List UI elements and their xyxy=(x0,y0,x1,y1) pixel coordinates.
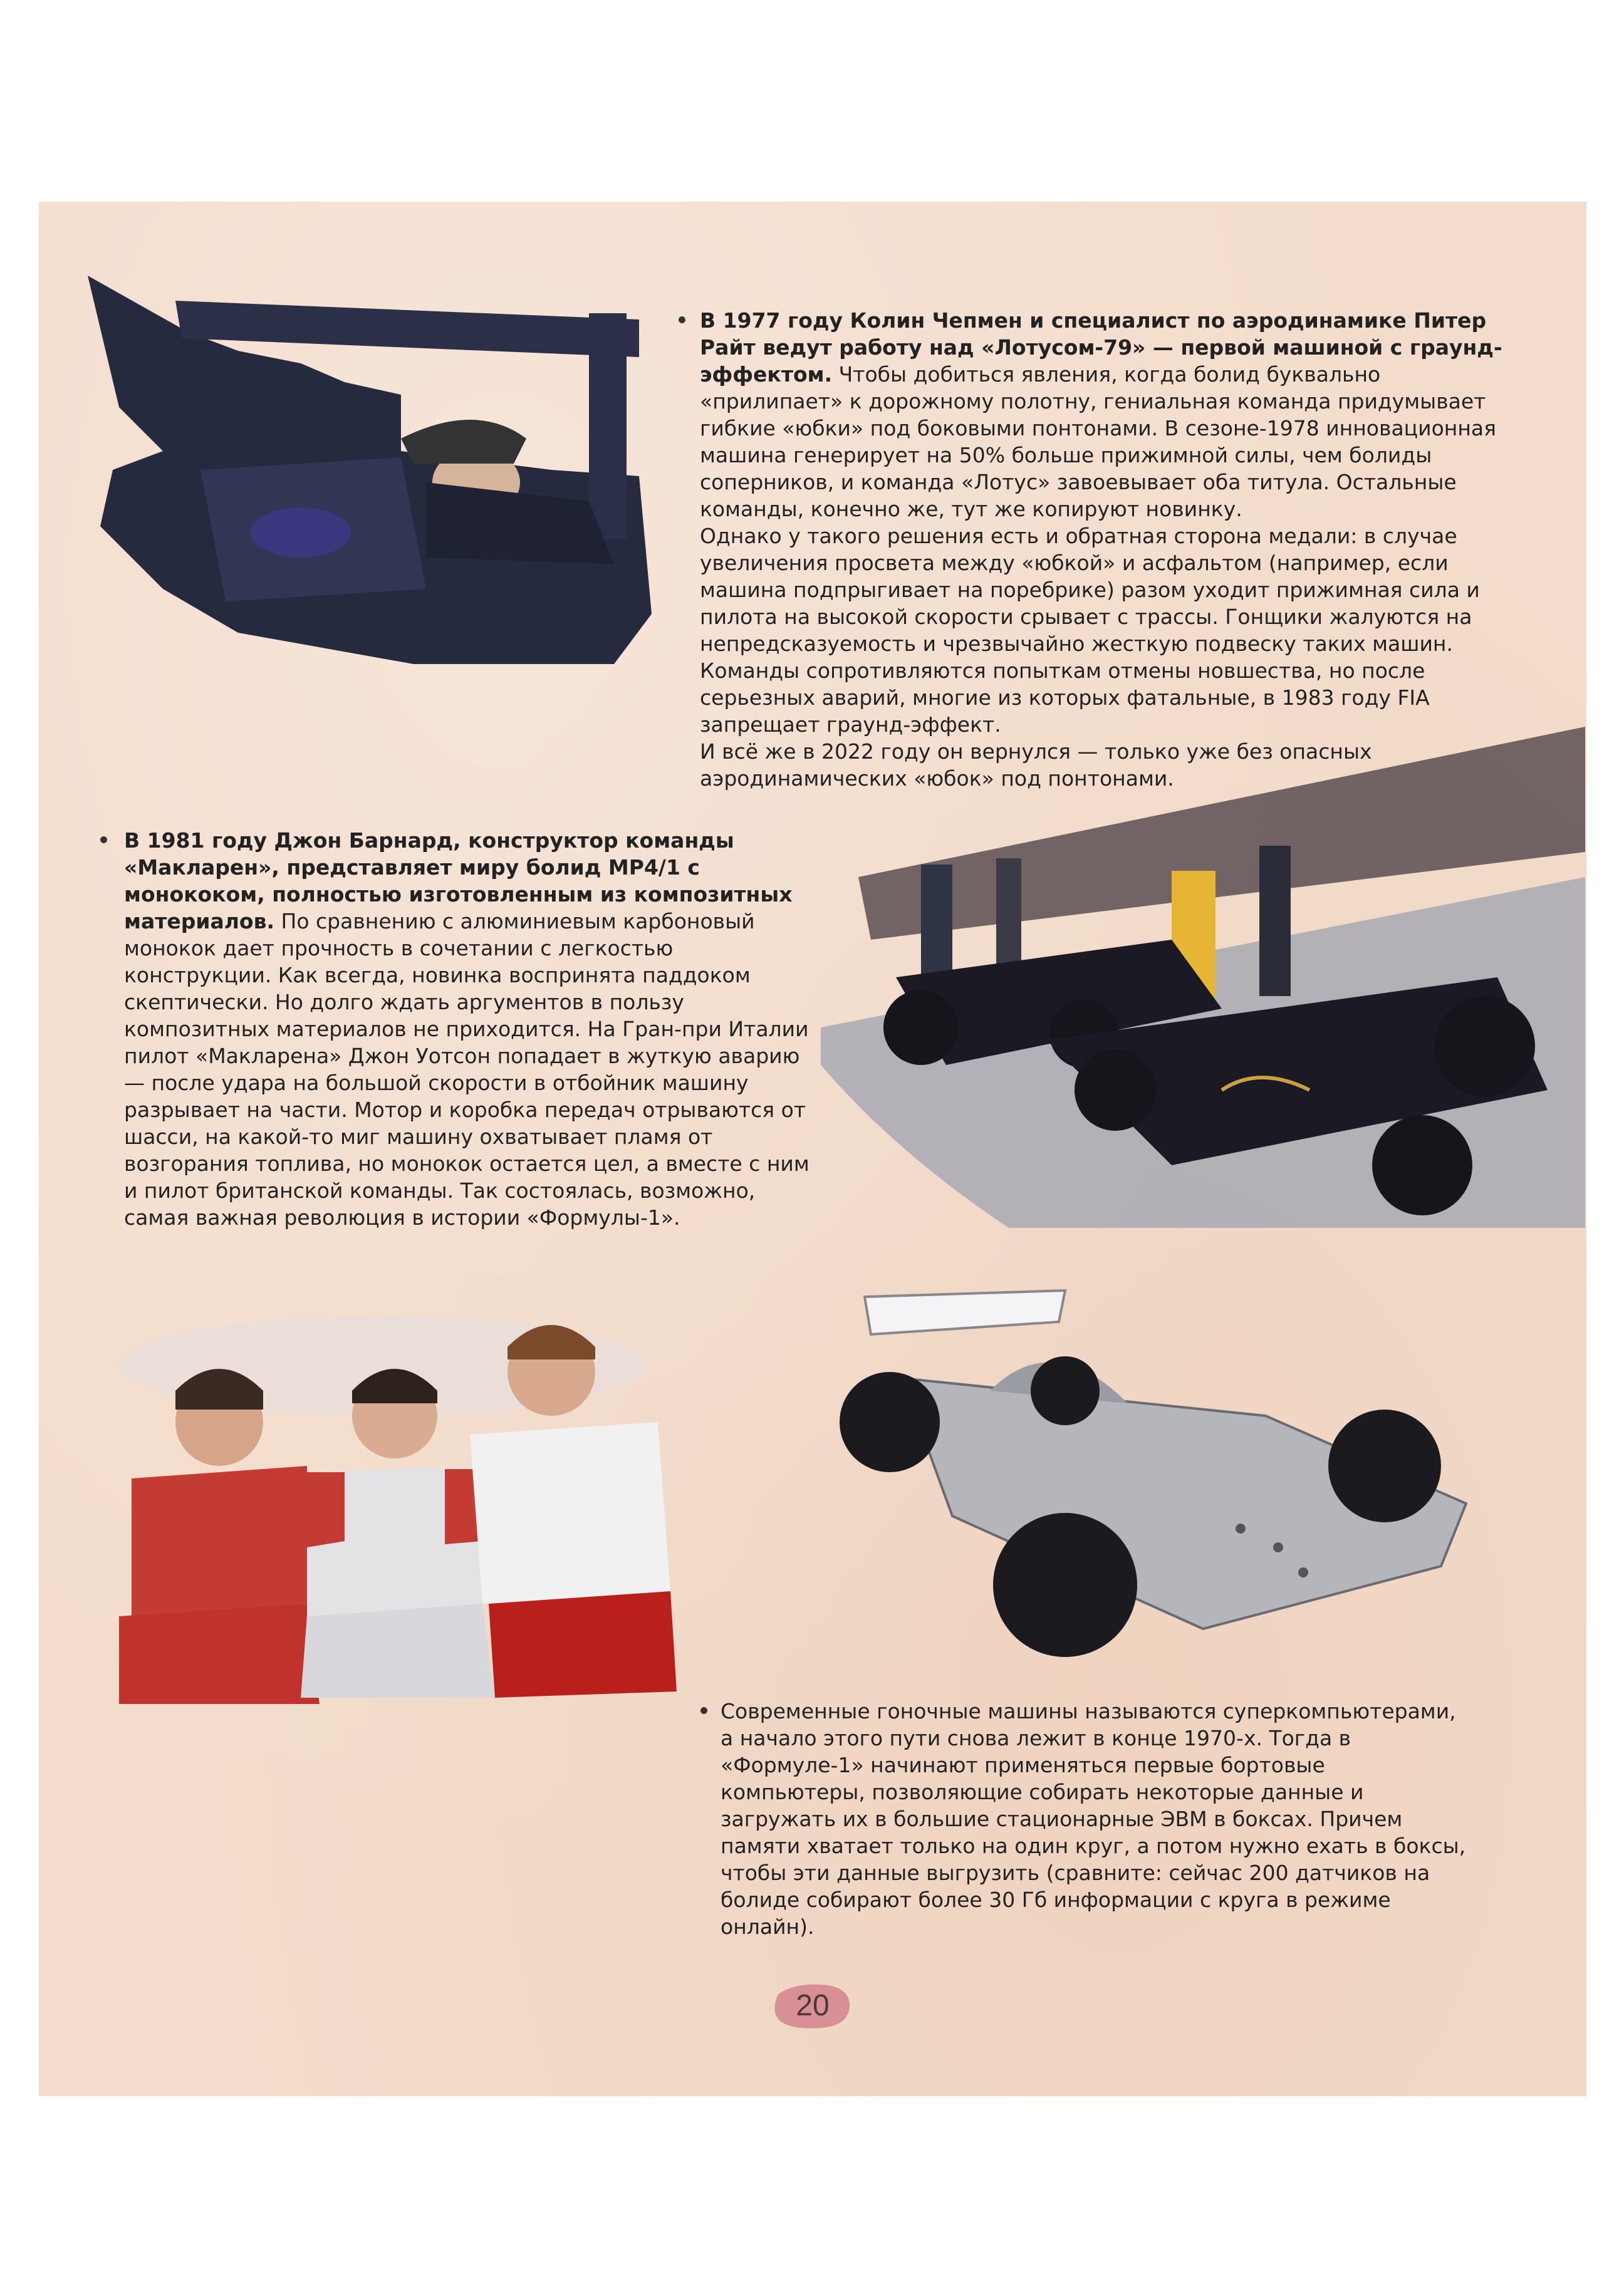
bullet-2 xyxy=(100,836,107,843)
bullet-3 xyxy=(700,1707,707,1714)
page-number-badge xyxy=(772,1982,853,2030)
section-2-heading: В 1981 году Джон Барнард, конструктор команды «Макларен», представляет миру болид MP4/1 с монококом, полностью изготовленным из композитных материалов. xyxy=(124,828,793,933)
chassis-illustration xyxy=(827,1278,1529,1679)
lotus-79-illustration xyxy=(75,263,670,677)
bullet-1 xyxy=(679,316,685,323)
section-2-text xyxy=(124,827,826,1231)
section-1-body-3: И всё же в 2022 году он вернулся — только уже без опасных аэродинамических «юбок» под понтонами. xyxy=(700,739,1372,791)
section-1-text xyxy=(700,307,1508,792)
section-1-body-1: Чтобы добиться явления, когда болид буквально «прилипает» к дорожному полотну, гениальная команда придумывает гибкие «юбки» под боковыми понтонами. В сезоне-1978 инновационная машина генерирует на 50% больше прижимной силы, чем болиды соперников, и команда «Лотус» завоевывает оба титула. Остальные команды, конечно же, тут же копируют новинку. xyxy=(700,362,1496,521)
section-3-body: Современные гоночные машины называются суперкомпьютерами, а начало этого пути снова лежит в конце 1970-х. Тогда в «Формуле-1» начинают применяться первые бортовые компьютеры, позволяющие собирать некоторые данные и загружать их в большие стационарные ЭВМ в боксах. Причем памяти хватает только на один круг, а потом нужно ехать в боксы, чтобы эти данные выгрузить (сравните: сейчас 200 датчиков на болиде собирают более 30 Гб информации с круга в режиме онлайн). xyxy=(721,1699,1466,1939)
section-3-text xyxy=(721,1698,1466,1940)
section-1-heading: В 1977 году Колин Чепмен и специалист по аэродинамике Питер Райт ведут работу над «Лотусом-79» — первой машиной с граунд-эффектом. xyxy=(700,308,1502,387)
page-number: 20 xyxy=(796,1989,830,2022)
section-2-body: По сравнению с алюминиевым карбоновый монокок дает прочность в сочетании с легкостью конструкции. Как всегда, новинка воспринята паддоком скептически. Но долго ждать аргументов в пользу композитных материалов не приходится. На Гран-при Италии пилот «Макларена» Джон Уотсон попадает в жуткую аварию — после удара на большой скорости в отбойник машину разрывает на части. Мотор и коробка передач отрываются от шасси, на какой-то миг машину охватывает пламя от возгорания топлива, но монокок остается цел, а вместе с ним и пилот британской команды. Так состоялась, возможно, самая важная революция в истории «Формулы-1». xyxy=(124,909,809,1230)
section-1-body-2: Однако у такого решения есть и обратная сторона медали: в случае увеличения просвета между «юбкой» и асфальтом (например, если машина подпрыгивает на поребрике) разом уходит прижимная сила и пилота на высокой скорости срывает с трассы. Гонщики жалуются на непредсказуемость и чрезвычайно жесткую подвеску таких машин. Команды сопротивляются попыткам отмены новшества, но после серьезных аварий, многие из которых фатальные, в 1983 году FIA запрещает граунд-эффект. xyxy=(700,524,1480,737)
mclaren-team-illustration xyxy=(119,1291,683,1717)
